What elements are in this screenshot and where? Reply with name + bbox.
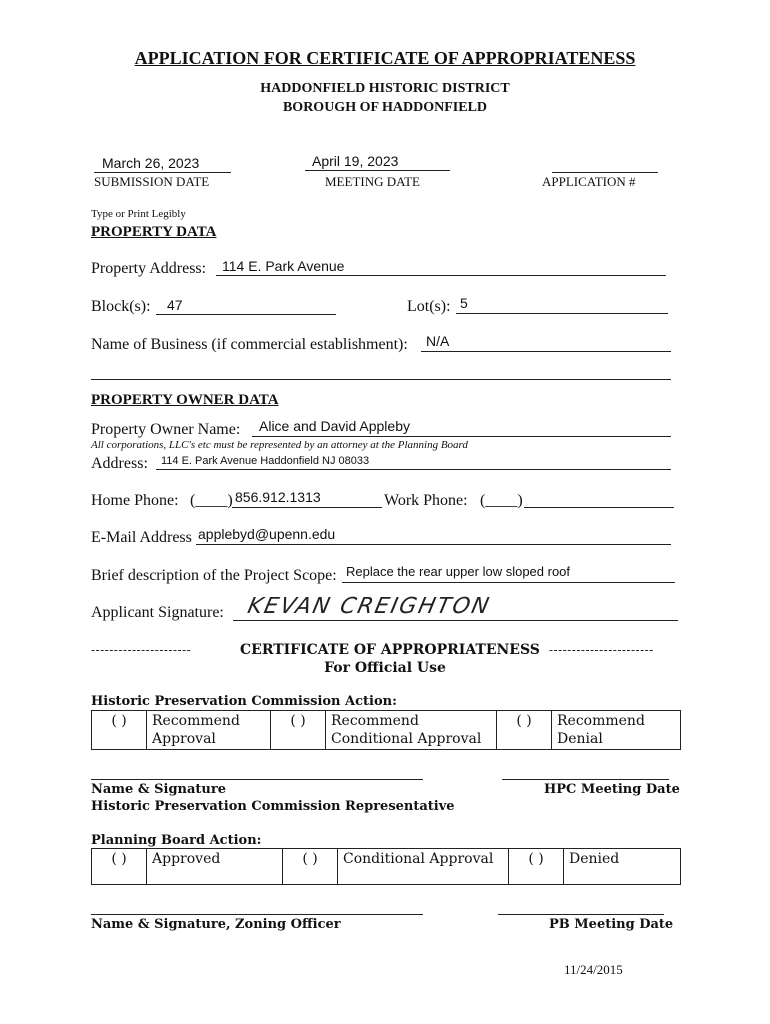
footer-date: 11/24/2015 [564, 962, 623, 977]
submission-date-label: SUBMISSION DATE [94, 174, 210, 189]
property-address-label: Property Address: [91, 260, 207, 277]
pb-conditional-checkbox[interactable]: ( ) [283, 849, 338, 885]
hpc-option-denial-line2: Denial [557, 731, 603, 747]
application-number-label: APPLICATION # [542, 174, 636, 189]
home-phone-label: Home Phone: [91, 492, 179, 509]
hpc-option-approval-line2: Approval [152, 731, 216, 747]
application-number-line [552, 172, 658, 173]
hpc-option-conditional-line1: Recommend [331, 713, 419, 729]
property-address-value[interactable]: 114 E. Park Avenue [222, 258, 345, 274]
work-phone-area-code[interactable]: (____) [480, 492, 523, 509]
work-phone-label: Work Phone: [384, 492, 468, 509]
hpc-option-denial-line1: Recommend [557, 713, 645, 729]
owner-data-heading: PROPERTY OWNER DATA [91, 392, 279, 408]
hpc-signature-label: Name & Signature [91, 782, 226, 797]
pb-signature-line [91, 914, 423, 915]
pb-meeting-date-label: PB Meeting Date [549, 917, 674, 932]
business-name-value[interactable]: N/A [426, 333, 450, 349]
hpc-denial-checkbox[interactable]: ( ) [497, 711, 552, 750]
meeting-date-label: MEETING DATE [325, 174, 420, 189]
owner-address-value[interactable]: 114 E. Park Avenue Haddonfield NJ 08033 [161, 455, 370, 467]
home-phone-area-code[interactable]: (____) [190, 492, 233, 509]
official-dashes-left: ---------------------- [91, 643, 192, 657]
official-dashes-right: ----------------------- [549, 643, 654, 657]
applicant-signature-label: Applicant Signature: [91, 604, 224, 621]
hpc-option-conditional-line2: Conditional Approval [331, 731, 482, 747]
pb-option-denied: Denied [564, 849, 681, 885]
applicant-signature[interactable]: KEVAN CREIGHTON [245, 594, 493, 619]
hpc-approval-checkbox[interactable]: ( ) [92, 711, 147, 750]
attorney-note: All corporations, LLC's etc must be represented by an attorney at the Planning Board [91, 439, 468, 451]
home-phone-value[interactable]: 856.912.1313 [235, 489, 321, 505]
hpc-conditional-checkbox[interactable]: ( ) [271, 711, 326, 750]
hpc-action-heading: Historic Preservation Commission Action: [91, 694, 397, 709]
owner-name-line [252, 436, 671, 437]
hpc-signature-line [91, 779, 423, 780]
project-scope-value[interactable]: Replace the rear upper low sloped roof [346, 564, 571, 579]
work-phone-line [524, 507, 674, 508]
email-value[interactable]: applebyd@upenn.edu [198, 526, 336, 542]
block-label: Block(s): [91, 298, 151, 315]
home-phone-line [232, 507, 382, 508]
project-scope-label: Brief description of the Project Scope: [91, 567, 337, 584]
project-scope-line [342, 582, 675, 583]
business-name-line [421, 351, 671, 352]
business-name-label: Name of Business (if commercial establishment): [91, 336, 408, 353]
property-data-heading: PROPERTY DATA [91, 224, 217, 240]
block-value[interactable]: 47 [167, 297, 183, 313]
borough-title: BOROUGH OF HADDONFIELD [282, 100, 488, 115]
pb-action-heading: Planning Board Action: [91, 833, 262, 848]
owner-name-label: Property Owner Name: [91, 421, 241, 438]
hpc-meeting-date-label: HPC Meeting Date [544, 782, 680, 797]
lot-value[interactable]: 5 [460, 295, 468, 311]
email-label: E-Mail Address [91, 529, 192, 546]
hpc-option-approval [147, 711, 271, 750]
meeting-date-line [305, 170, 450, 171]
email-line [196, 544, 671, 545]
block-line [156, 314, 336, 315]
lot-label: Lot(s): [407, 298, 451, 315]
certificate-heading: CERTIFICATE OF APPROPRIATENESS [240, 642, 540, 658]
applicant-signature-line [233, 620, 678, 621]
hpc-action-table [91, 710, 681, 750]
pb-signature-label: Name & Signature, Zoning Officer [91, 917, 341, 932]
property-address-line [216, 275, 666, 276]
pb-option-approved: Approved [147, 849, 283, 885]
print-instruction: Type or Print Legibly [91, 208, 186, 220]
official-use-subheading: For Official Use [324, 660, 446, 676]
form-title: APPLICATION FOR CERTIFICATE OF APPROPRIATENESS [134, 48, 636, 68]
submission-date-line [94, 172, 231, 173]
owner-name-value[interactable]: Alice and David Appleby [259, 418, 410, 434]
district-title: HADDONFIELD HISTORIC DISTRICT [260, 81, 510, 96]
pb-approved-checkbox[interactable]: ( ) [92, 849, 147, 885]
owner-address-line [156, 469, 671, 470]
pb-option-conditional: Conditional Approval [338, 849, 509, 885]
hpc-option-approval-line1: Recommend [152, 713, 240, 729]
submission-date-value[interactable]: March 26, 2023 [102, 155, 200, 171]
pb-date-line [498, 914, 664, 915]
hpc-date-line [502, 779, 669, 780]
hpc-option-denial [552, 711, 681, 750]
pb-denied-checkbox[interactable]: ( ) [509, 849, 564, 885]
lot-line [456, 313, 668, 314]
meeting-date-value[interactable]: April 19, 2023 [312, 153, 399, 169]
hpc-representative-label: Historic Preservation Commission Representative [91, 799, 455, 814]
business-name-line-2 [91, 379, 671, 380]
hpc-option-conditional [326, 711, 497, 750]
owner-address-label: Address: [91, 455, 148, 472]
pb-action-table [91, 848, 681, 885]
